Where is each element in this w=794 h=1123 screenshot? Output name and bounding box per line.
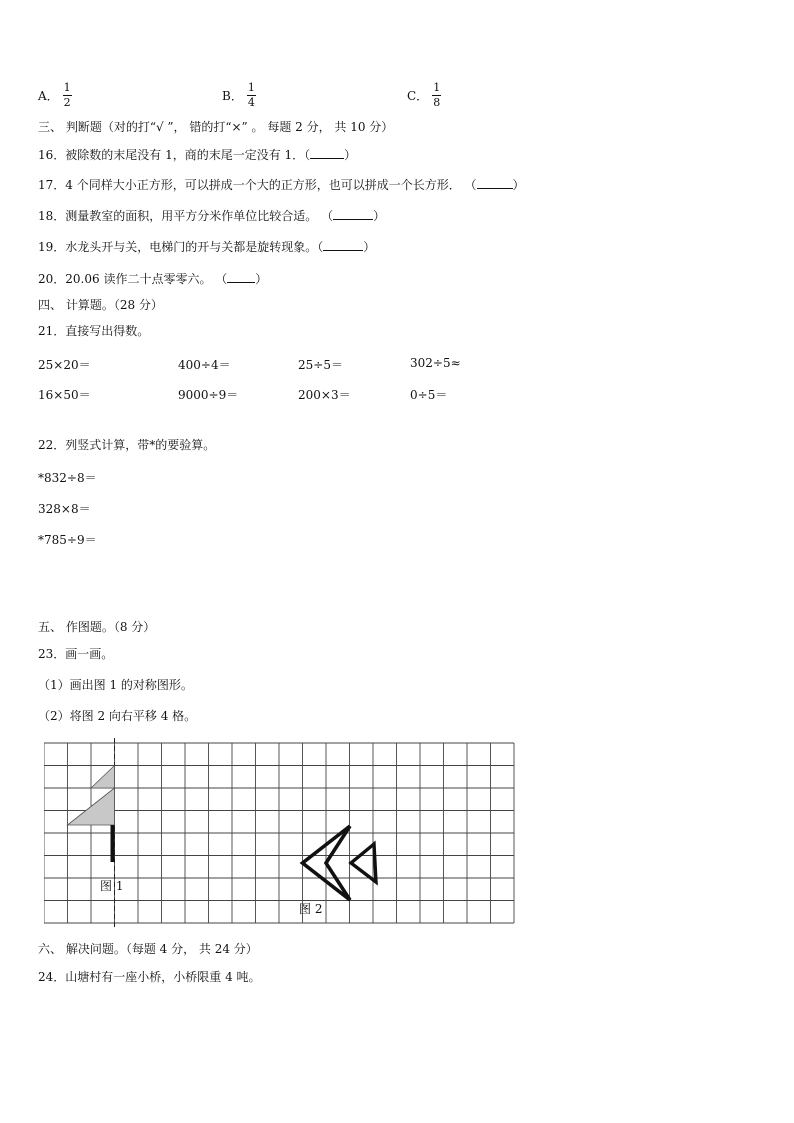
answer-blank-19[interactable] [323, 250, 363, 251]
vertical-calc-1: *832÷8＝ [38, 471, 97, 485]
question-17: 17．4 个同样大小正方形，可以拼成一个大的正方形，也可以拼成一个长方形． （ ） [38, 178, 525, 192]
question-24: 24．山塘村有一座小桥，小桥限重 4 吨。 [38, 970, 261, 984]
answer-blank-16[interactable] [310, 158, 344, 159]
figure-2-small-triangle [351, 844, 376, 882]
drawing-grid [44, 738, 516, 928]
question-16: 16．被除数的末尾没有 1，商的末尾一定没有 1．（ ） [38, 148, 357, 162]
option-c [407, 82, 441, 109]
question-19: 19．水龙头开与关，电梯门的开与关都是旋转现象。（ ） [38, 240, 376, 254]
option-c-letter: C． [407, 89, 429, 103]
section6-title: 六、 解决问题。（每题 4 分， 共 24 分） [38, 942, 258, 956]
fraction-one-half: $\frac{1}{2}$ [63, 81, 71, 109]
calc-r1-c3: 25÷5＝ [298, 358, 343, 372]
section5-title: 五、 作图题。（8 分） [38, 620, 156, 634]
calc-r1-c2: 400÷4＝ [178, 358, 231, 372]
question-23-part-2: （2）将图 2 向右平移 4 格。 [38, 709, 197, 723]
question-23-part-1: （1）画出图 1 的对称图形。 [38, 678, 193, 692]
calc-r1-c1: 25×20＝ [38, 358, 91, 372]
option-b-letter: B． [222, 89, 243, 103]
calc-r1-c4: 302÷5≈ [410, 356, 461, 370]
question-23: 23．画一画。 [38, 647, 114, 661]
question-18: 18．测量教室的面积，用平方分米作单位比较合适。 （ ） [38, 209, 386, 223]
option-b [222, 82, 256, 109]
fraction-one-eighth: $\frac{1}{8}$ [433, 81, 441, 109]
calc-r2-c3: 200×3＝ [298, 388, 351, 402]
question-20: 20．20.06 读作二十点零零六。 （ ） [38, 272, 268, 286]
fraction-one-quarter: $\frac{1}{4}$ [247, 81, 255, 109]
calc-r2-c2: 9000÷9＝ [178, 388, 239, 402]
figure-1-label: 图 1 [100, 879, 124, 893]
question-21: 21．直接写出得数。 [38, 324, 150, 338]
vertical-calc-2: 328×8＝ [38, 502, 91, 516]
section4-title: 四、 计算题。（28 分） [38, 298, 163, 312]
figure-1-upper-triangle [91, 766, 115, 789]
vertical-calc-3: *785÷9＝ [38, 533, 97, 547]
question-22: 22．列竖式计算，带*的要验算。 [38, 438, 216, 452]
calc-r2-c1: 16×50＝ [38, 388, 91, 402]
option-a-letter: A． [38, 89, 59, 103]
option-a [38, 82, 72, 109]
answer-blank-20[interactable] [227, 282, 255, 283]
answer-blank-18[interactable] [333, 219, 373, 220]
section3-title: 三、 判断题（对的打“√ ”， 错的打“×” 。 每题 2 分， 共 10 分） [38, 120, 394, 134]
calc-r2-c4: 0÷5＝ [410, 388, 448, 402]
figure-2-label: 图 2 [299, 902, 323, 916]
answer-blank-17[interactable] [477, 188, 513, 189]
